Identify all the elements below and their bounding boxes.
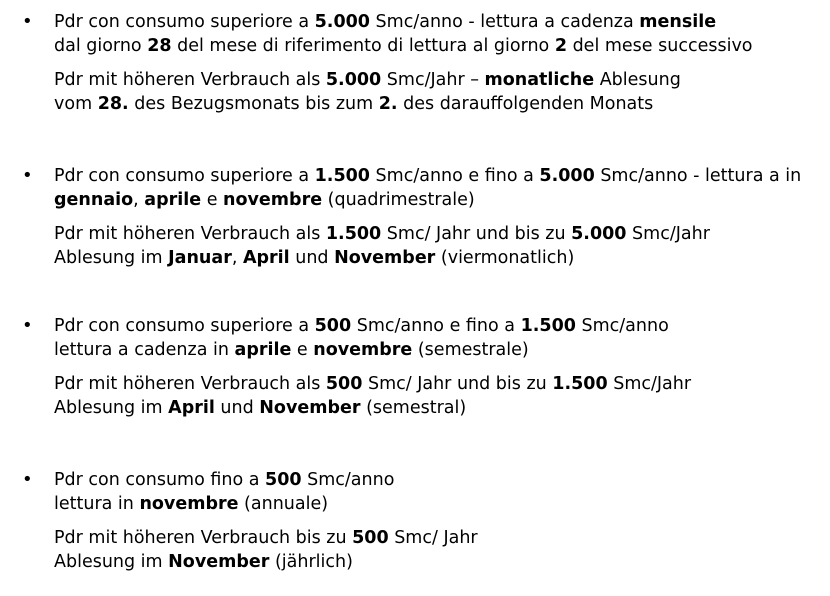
text-line (54, 92, 824, 116)
text-run: e (201, 190, 224, 210)
text-run: Pdr con consumo superiore a (54, 166, 315, 186)
text-run: Smc/anno e fino a (369, 166, 540, 186)
text-run: Smc/anno - lettura a in (594, 166, 802, 186)
bold-text: 2 (554, 36, 567, 56)
text-run: des Bezugsmonats bis zum (128, 94, 379, 114)
bold-text: November (334, 248, 436, 268)
bold-text: novembre (313, 340, 413, 360)
text-run: Smc/anno - lettura a cadenza (369, 12, 640, 32)
text-run: Smc/anno e fino a (351, 316, 521, 336)
bold-text: 5.000 (325, 70, 382, 90)
bold-text: 28. (97, 94, 129, 114)
text-run: Ablesung im (54, 248, 169, 268)
bold-text: 1.500 (325, 224, 382, 244)
bold-text: November (168, 552, 270, 572)
text-run: und (289, 248, 335, 268)
bold-text: November (259, 398, 361, 418)
text-run: Smc/anno (575, 316, 669, 336)
text-run: del mese successivo (567, 36, 753, 56)
bold-text: novembre (139, 494, 239, 514)
text-run: Smc/anno (301, 470, 395, 490)
text-run: des darauffolgenden Monats (397, 94, 654, 114)
text-run: lettura a cadenza in (54, 340, 235, 360)
bold-text: April (242, 248, 290, 268)
text-line (54, 468, 824, 492)
bold-text: 28 (147, 36, 172, 56)
bold-text: 500 (314, 316, 352, 336)
text-line (54, 10, 824, 34)
italian-text (54, 10, 824, 116)
bold-text: aprile (144, 190, 202, 210)
text-line (54, 526, 824, 550)
german-text (54, 372, 824, 420)
text-line (54, 222, 824, 246)
bold-text: 500 (325, 374, 363, 394)
bullet-icon: • (22, 11, 33, 32)
text-line (54, 164, 824, 188)
bold-text: 1.500 (552, 374, 608, 394)
text-run: (quadrimestrale) (322, 190, 475, 210)
bold-text: 500 (265, 470, 302, 490)
text-run: , (231, 248, 243, 268)
text-run: Pdr con consumo superiore a (54, 12, 315, 32)
bold-text: April (168, 398, 215, 418)
text-line (54, 372, 824, 396)
text-run: Smc/Jahr – (381, 70, 485, 90)
text-line (54, 34, 824, 58)
text-line (54, 246, 824, 270)
text-line (54, 492, 824, 516)
text-run: (semestrale) (412, 340, 529, 360)
text-run: Smc/Jahr (607, 374, 692, 394)
bullet-icon: • (22, 469, 33, 490)
italian-text (54, 468, 824, 574)
bold-text: aprile (234, 340, 292, 360)
text-run: (jährlich) (269, 552, 353, 572)
bold-text: 2. (378, 94, 398, 114)
text-run: Ablesung (594, 70, 681, 90)
text-run: Pdr mit höheren Verbrauch bis zu (54, 528, 353, 548)
text-run: (viermonatlich) (435, 248, 575, 268)
text-run: dal giorno (54, 36, 148, 56)
text-line (54, 68, 824, 92)
bullet-icon: • (22, 165, 33, 186)
text-run: (annuale) (238, 494, 329, 514)
text-run: Smc/ Jahr und bis zu (381, 224, 572, 244)
text-run: Smc/Jahr (626, 224, 710, 244)
text-run: und (214, 398, 260, 418)
text-run: e (291, 340, 314, 360)
text-run: vom (54, 94, 98, 114)
german-text (54, 526, 824, 574)
text-run: lettura in (54, 494, 140, 514)
italian-text (54, 314, 824, 420)
text-line (54, 338, 824, 362)
bold-text: 5.000 (314, 12, 370, 32)
text-run: Pdr mit höheren Verbrauch als (54, 70, 326, 90)
text-run: Ablesung im (54, 552, 169, 572)
text-run: Pdr mit höheren Verbrauch als (54, 224, 326, 244)
german-text (54, 68, 824, 116)
bold-text: novembre (223, 190, 323, 210)
text-run: del mese di riferimento di lettura al giorno (171, 36, 555, 56)
bold-text: mensile (639, 12, 717, 32)
text-run: , (133, 190, 145, 210)
bold-text: gennaio (54, 190, 134, 210)
text-line (54, 188, 824, 212)
text-run: (semestral) (360, 398, 467, 418)
bold-text: 500 (352, 528, 389, 548)
bold-text: 5.000 (571, 224, 627, 244)
text-run: Ablesung im (54, 398, 169, 418)
bold-text: Januar (168, 248, 232, 268)
bold-text: 1.500 (520, 316, 576, 336)
italian-text (54, 164, 824, 270)
text-run: Smc/ Jahr (388, 528, 478, 548)
text-run: Pdr con consumo fino a (54, 470, 266, 490)
bullet-icon: • (22, 315, 33, 336)
text-run: Pdr con consumo superiore a (54, 316, 315, 336)
german-text (54, 222, 824, 270)
text-line (54, 550, 824, 574)
text-run: Pdr mit höheren Verbrauch als (54, 374, 326, 394)
bold-text: monatliche (484, 70, 595, 90)
text-run: Smc/ Jahr und bis zu (362, 374, 553, 394)
text-line (54, 314, 824, 338)
text-line (54, 396, 824, 420)
bold-text: 5.000 (539, 166, 595, 186)
bold-text: 1.500 (314, 166, 370, 186)
